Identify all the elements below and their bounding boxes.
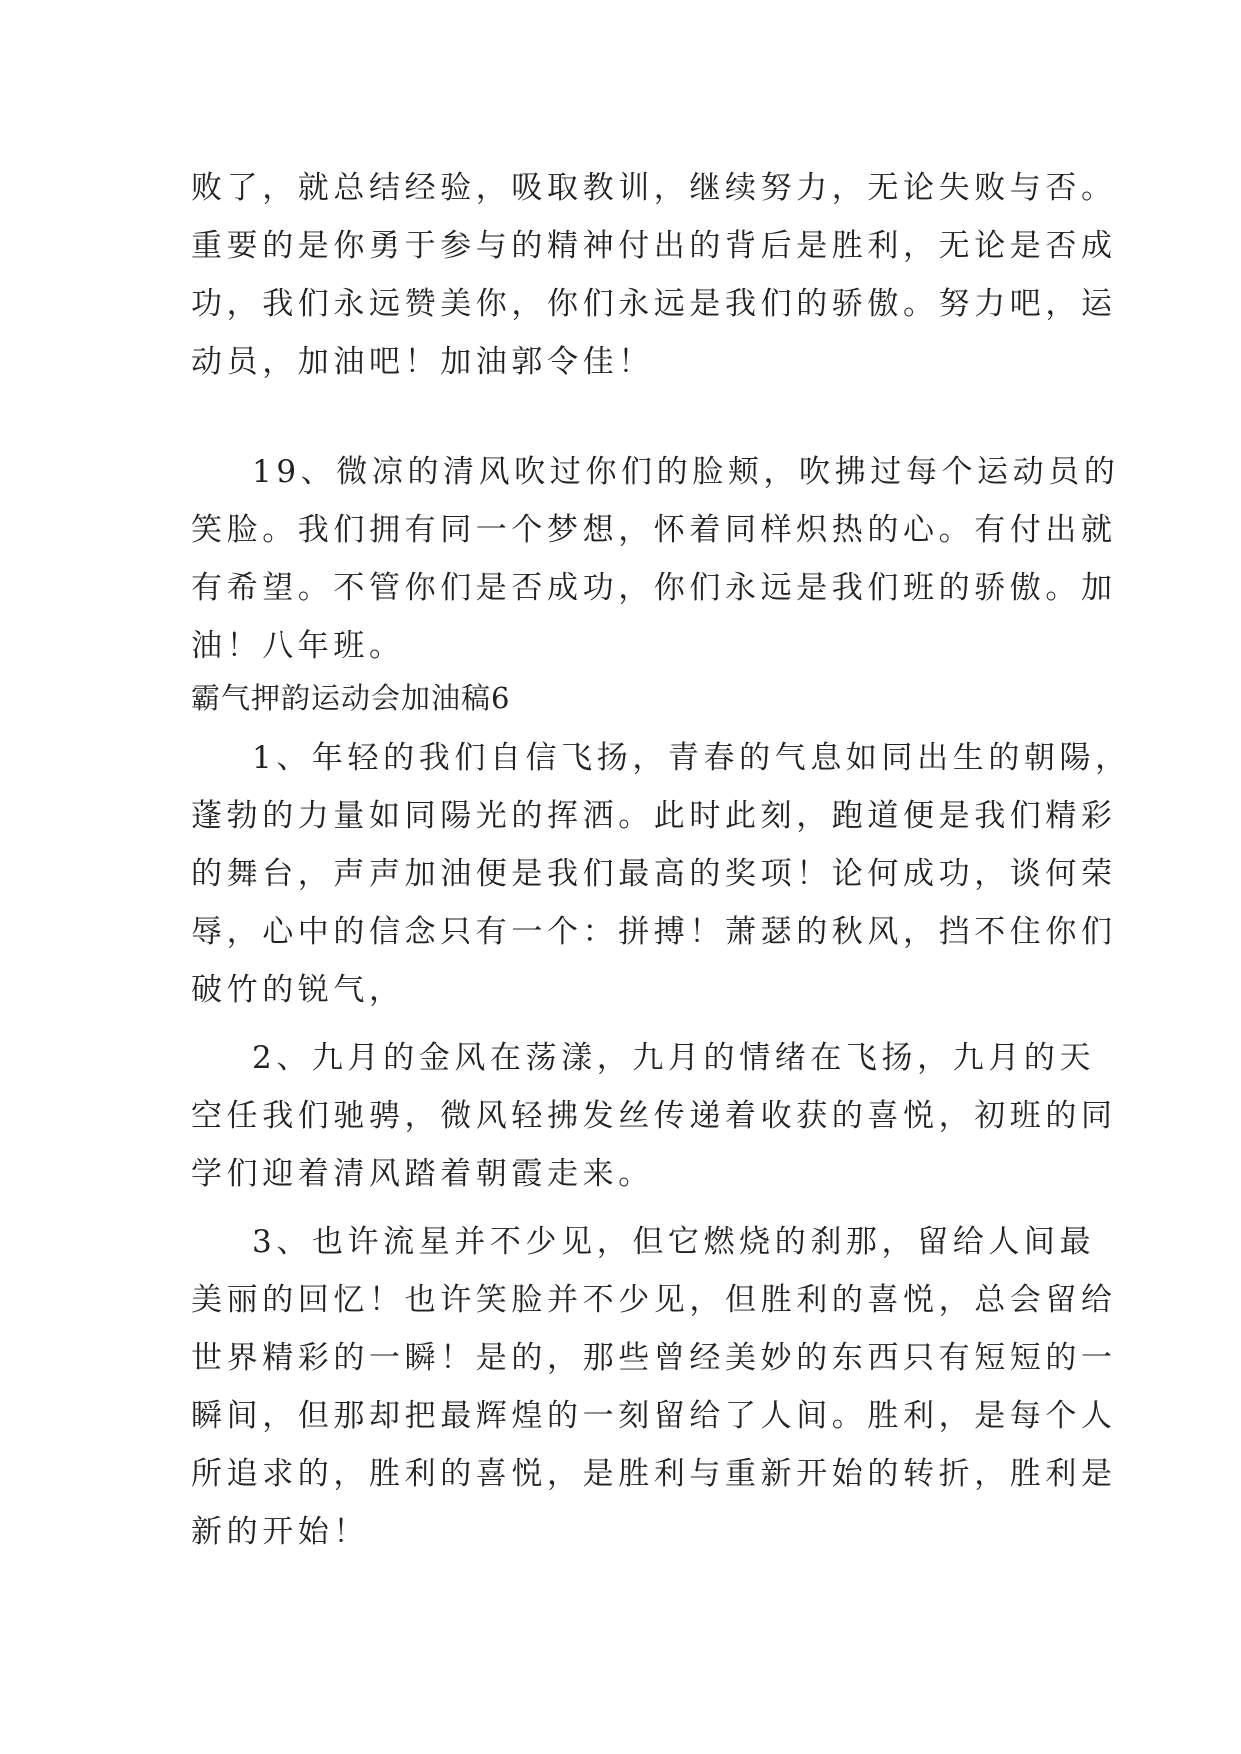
text-line: 辱，心中的信念只有一个：拼搏！萧瑟的秋风，挡不住你们	[191, 914, 1117, 950]
text-line: 的舞台，声声加油便是我们最高的奖项！论何成功，谈何荣	[191, 856, 1117, 892]
text-line: 蓬勃的力量如同陽光的挥洒。此时此刻，跑道便是我们精彩	[191, 798, 1117, 834]
text-line: 功，我们永远赞美你，你们永远是我们的骄傲。努力吧，运	[191, 286, 1117, 322]
text-line: 学们迎着清风踏着朝霞走来。	[191, 1156, 654, 1192]
text-line: 美丽的回忆！也许笑脸并不少见，但胜利的喜悦，总会留给	[191, 1282, 1117, 1318]
text-line: 所追求的，胜利的喜悦，是胜利与重新开始的转折，胜利是	[191, 1456, 1117, 1492]
text-line: 1、年轻的我们自信飞扬，青春的气息如同出生的朝陽，	[252, 740, 1131, 776]
text-line: 笑脸。我们拥有同一个梦想，怀着同样炽热的心。有付出就	[191, 512, 1117, 548]
text-line: 败了，就总结经验，吸取教训，继续努力，无论失败与否。	[191, 170, 1117, 206]
text-line: 瞬间，但那却把最辉煌的一刻留给了人间。胜利，是每个人	[191, 1398, 1117, 1434]
text-line: 19、微凉的清风吹过你们的脸颊，吹拂过每个运动员的	[252, 454, 1120, 490]
text-line: 动员，加油吧！加油郭令佳！	[191, 344, 654, 380]
section-heading: 霸气押韵运动会加油稿6	[191, 681, 511, 715]
text-line: 重要的是你勇于参与的精神付出的背后是胜利，无论是否成	[191, 228, 1117, 264]
text-line: 新的开始！	[191, 1514, 369, 1550]
text-line: 油！八年班。	[191, 628, 405, 664]
text-line: 世界精彩的一瞬！是的，那些曾经美妙的东西只有短短的一	[191, 1340, 1117, 1376]
text-line: 3、也许流星并不少见，但它燃烧的刹那，留给人间最	[252, 1224, 1096, 1260]
text-line: 有希望。不管你们是否成功，你们永远是我们班的骄傲。加	[191, 570, 1117, 606]
text-line: 2、九月的金风在荡漾，九月的情绪在飞扬，九月的天	[252, 1040, 1096, 1076]
text-line: 破竹的锐气，	[191, 972, 405, 1008]
text-line: 空任我们驰骋，微风轻拂发丝传递着收获的喜悦，初班的同	[191, 1098, 1117, 1134]
